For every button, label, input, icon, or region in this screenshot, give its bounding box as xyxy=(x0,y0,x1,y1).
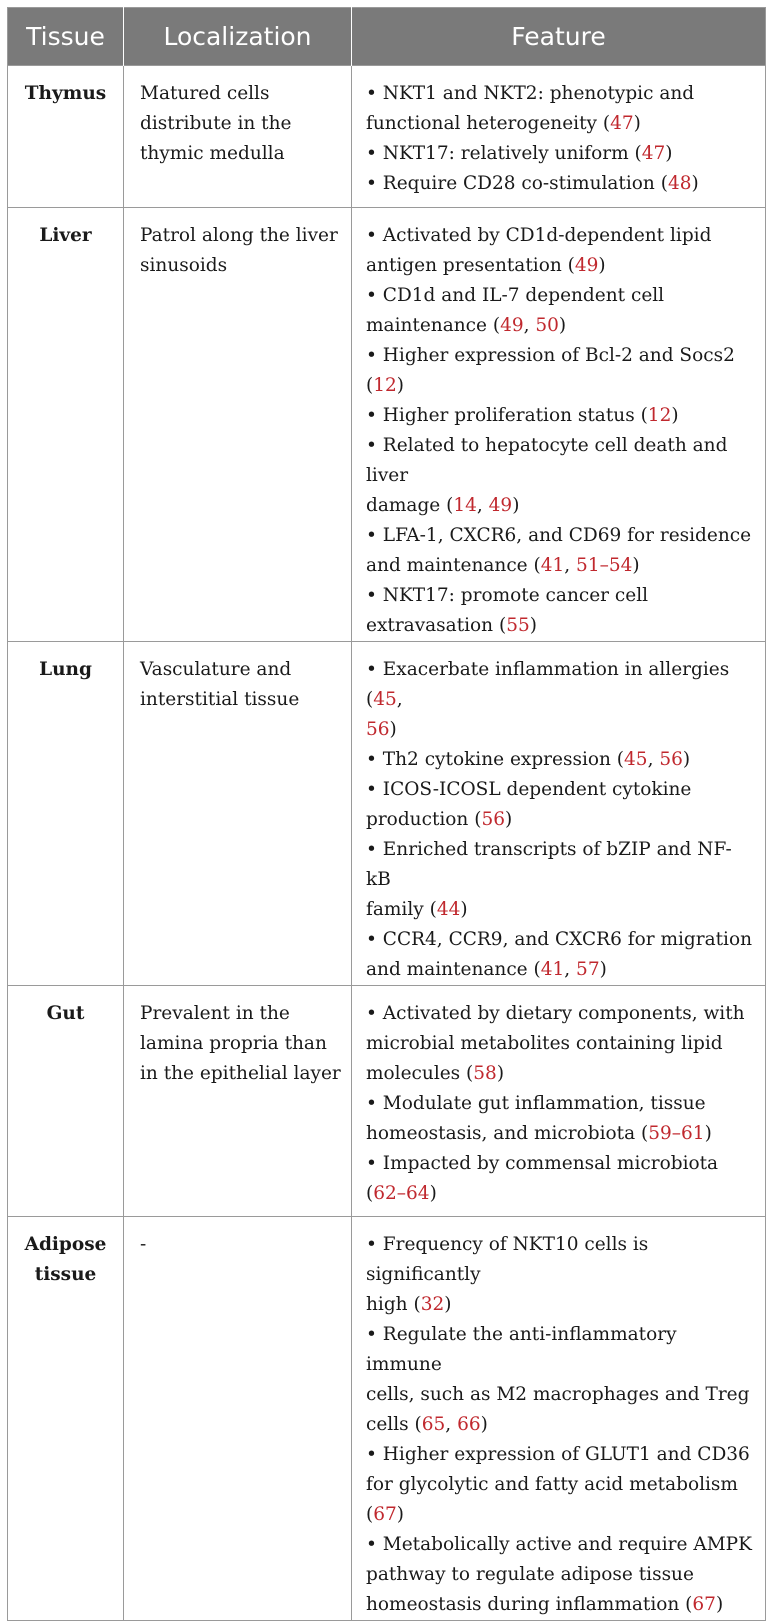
feature-line: • Frequency of NKT10 cells is significantly xyxy=(366,1234,649,1285)
feature-line: • Activated by dietary components, with xyxy=(366,1003,745,1024)
localization-cell: Vasculature and interstitial tissue xyxy=(124,642,352,986)
feature-line: • Related to hepatocyte cell death and liver xyxy=(366,435,728,486)
tissue-cell: Gut xyxy=(8,986,124,1217)
reference-link[interactable]: 65 xyxy=(421,1414,446,1435)
reference-link[interactable]: 47 xyxy=(610,113,634,134)
feature-line: • Activated by CD1d-dependent lipid xyxy=(366,225,712,246)
feature-bullet xyxy=(366,655,753,745)
reference-link[interactable]: 67 xyxy=(373,1504,397,1525)
feature-bullet xyxy=(366,1089,753,1149)
feature-line: • Regulate the anti-inflammatory immune xyxy=(366,1324,677,1375)
reference-link[interactable]: 56 xyxy=(481,809,505,830)
feature-line: for glycolytic and fatty acid metabolism xyxy=(366,1474,738,1495)
feature-line: • NKT1 and NKT2: phenotypic and xyxy=(366,83,695,104)
feature-line: high (32) xyxy=(366,1294,452,1315)
feature-line: • Enriched transcripts of bZIP and NF-kB xyxy=(366,839,732,890)
table-row xyxy=(8,642,766,986)
reference-link[interactable]: 50 xyxy=(535,315,559,336)
localization-cell: Matured cells distribute in the thymic medulla xyxy=(124,66,352,208)
feature-bullet xyxy=(366,745,753,775)
feature-bullet xyxy=(366,281,753,341)
feature-line: • Metabolically active and require AMPK xyxy=(366,1534,752,1555)
feature-bullet xyxy=(366,925,753,985)
feature-line: maintenance (49, 50) xyxy=(366,315,567,336)
table-row xyxy=(8,208,766,642)
reference-link[interactable]: 49 xyxy=(574,255,599,276)
feature-line: family (44) xyxy=(366,899,468,920)
feature-bullet xyxy=(366,1320,753,1440)
feature-bullet xyxy=(366,431,753,521)
tissue-cell: Thymus xyxy=(8,66,124,208)
feature-line: • Impacted by commensal microbiota xyxy=(366,1153,719,1174)
reference-link[interactable]: 41 xyxy=(540,555,565,576)
feature-line: cells (65, 66) xyxy=(366,1414,488,1435)
table-row xyxy=(8,66,766,208)
tissue-cell: Lung xyxy=(8,642,124,986)
reference-link[interactable]: 51–54 xyxy=(576,555,633,576)
reference-link[interactable]: 58 xyxy=(473,1063,497,1084)
feature-line: 56) xyxy=(366,719,397,740)
reference-link[interactable]: 44 xyxy=(436,899,461,920)
feature-bullet xyxy=(366,835,753,925)
reference-link[interactable]: 62–64 xyxy=(373,1183,430,1204)
feature-cell xyxy=(352,208,766,642)
feature-line: production (56) xyxy=(366,809,513,830)
feature-cell xyxy=(352,986,766,1217)
localization-cell: Prevalent in the lamina propria than in the epithelial layer xyxy=(124,986,352,1217)
feature-line: • NKT17: relatively uniform (47) xyxy=(366,143,673,164)
feature-line: homeostasis, and microbiota (59–61) xyxy=(366,1123,712,1144)
feature-bullet xyxy=(366,341,753,401)
tissue-cell: Liver xyxy=(8,208,124,642)
feature-line: • Exacerbate inflammation in allergies (45, xyxy=(366,659,730,710)
feature-line: antigen presentation (49) xyxy=(366,255,606,276)
feature-bullet xyxy=(366,169,753,199)
feature-line: pathway to regulate adipose tissue xyxy=(366,1564,694,1585)
feature-line: and maintenance (41, 51–54) xyxy=(366,555,640,576)
table-header-row xyxy=(8,8,766,66)
feature-cell xyxy=(352,642,766,986)
reference-link[interactable]: 41 xyxy=(540,959,565,980)
header-feature: Feature xyxy=(352,8,766,66)
feature-line: • NKT17: promote cancer cell xyxy=(366,585,649,606)
feature-line: • Higher expression of Bcl-2 and Socs2 xyxy=(366,345,735,366)
reference-link[interactable]: 47 xyxy=(641,143,666,164)
feature-bullet xyxy=(366,221,753,281)
reference-link[interactable]: 59–61 xyxy=(648,1123,705,1144)
feature-line: • Higher proliferation status (12) xyxy=(366,405,679,426)
feature-line: • Higher expression of GLUT1 and CD36 xyxy=(366,1444,750,1465)
feature-bullet xyxy=(366,1149,753,1209)
reference-link[interactable]: 67 xyxy=(692,1594,716,1615)
reference-link[interactable]: 45 xyxy=(624,749,648,770)
feature-line: functional heterogeneity (47) xyxy=(366,113,641,134)
feature-line: • LFA-1, CXCR6, and CD69 for residence xyxy=(366,525,752,546)
reference-link[interactable]: 55 xyxy=(506,615,530,636)
feature-line: molecules (58) xyxy=(366,1063,505,1084)
tissue-cell: Adipose tissue xyxy=(8,1217,124,1621)
feature-line: (67) xyxy=(366,1504,404,1525)
feature-bullet xyxy=(366,581,753,641)
feature-bullet xyxy=(366,1230,753,1320)
feature-bullet xyxy=(366,401,753,431)
feature-line: • CCR4, CCR9, and CXCR6 for migration xyxy=(366,929,753,950)
feature-bullet xyxy=(366,521,753,581)
feature-bullet xyxy=(366,999,753,1089)
feature-line: • ICOS-ICOSL dependent cytokine xyxy=(366,779,692,800)
localization-cell: - xyxy=(124,1217,352,1621)
reference-link[interactable]: 12 xyxy=(373,375,397,396)
reference-link[interactable]: 12 xyxy=(647,405,672,426)
table-row xyxy=(8,1217,766,1621)
feature-line: damage (14, 49) xyxy=(366,495,520,516)
feature-line: (12) xyxy=(366,375,404,396)
header-tissue: Tissue xyxy=(8,8,124,66)
reference-link[interactable]: 49 xyxy=(500,315,524,336)
reference-link[interactable]: 49 xyxy=(488,495,513,516)
reference-link[interactable]: 32 xyxy=(420,1294,445,1315)
reference-link[interactable]: 66 xyxy=(457,1414,481,1435)
feature-line: microbial metabolites containing lipid xyxy=(366,1033,723,1054)
reference-link[interactable]: 14 xyxy=(453,495,477,516)
feature-line: cells, such as M2 macrophages and Treg xyxy=(366,1384,750,1405)
feature-line: and maintenance (41, 57) xyxy=(366,959,607,980)
reference-link[interactable]: 48 xyxy=(667,173,692,194)
reference-link[interactable]: 57 xyxy=(576,959,600,980)
reference-link[interactable]: 56 xyxy=(659,749,683,770)
feature-line: • CD1d and IL-7 dependent cell xyxy=(366,285,665,306)
table-row xyxy=(8,986,766,1217)
feature-bullet xyxy=(366,1530,753,1620)
feature-bullet xyxy=(366,1440,753,1530)
feature-line: extravasation (55) xyxy=(366,615,537,636)
reference-link[interactable]: 56 xyxy=(366,719,390,740)
feature-line: • Require CD28 co-stimulation (48) xyxy=(366,173,699,194)
feature-line: • Modulate gut inflammation, tissue xyxy=(366,1093,706,1114)
tissue-nkt-features-table xyxy=(7,7,766,1621)
reference-link[interactable]: 45 xyxy=(373,689,397,710)
feature-line: homeostasis during inflammation (67) xyxy=(366,1594,724,1615)
feature-bullet xyxy=(366,79,753,139)
feature-cell xyxy=(352,66,766,208)
feature-bullet xyxy=(366,139,753,169)
header-localization: Localization xyxy=(124,8,352,66)
localization-cell: Patrol along the liver sinusoids xyxy=(124,208,352,642)
feature-bullet xyxy=(366,775,753,835)
feature-line: • Th2 cytokine expression (45, 56) xyxy=(366,749,691,770)
feature-cell xyxy=(352,1217,766,1621)
feature-line: (62–64) xyxy=(366,1183,437,1204)
